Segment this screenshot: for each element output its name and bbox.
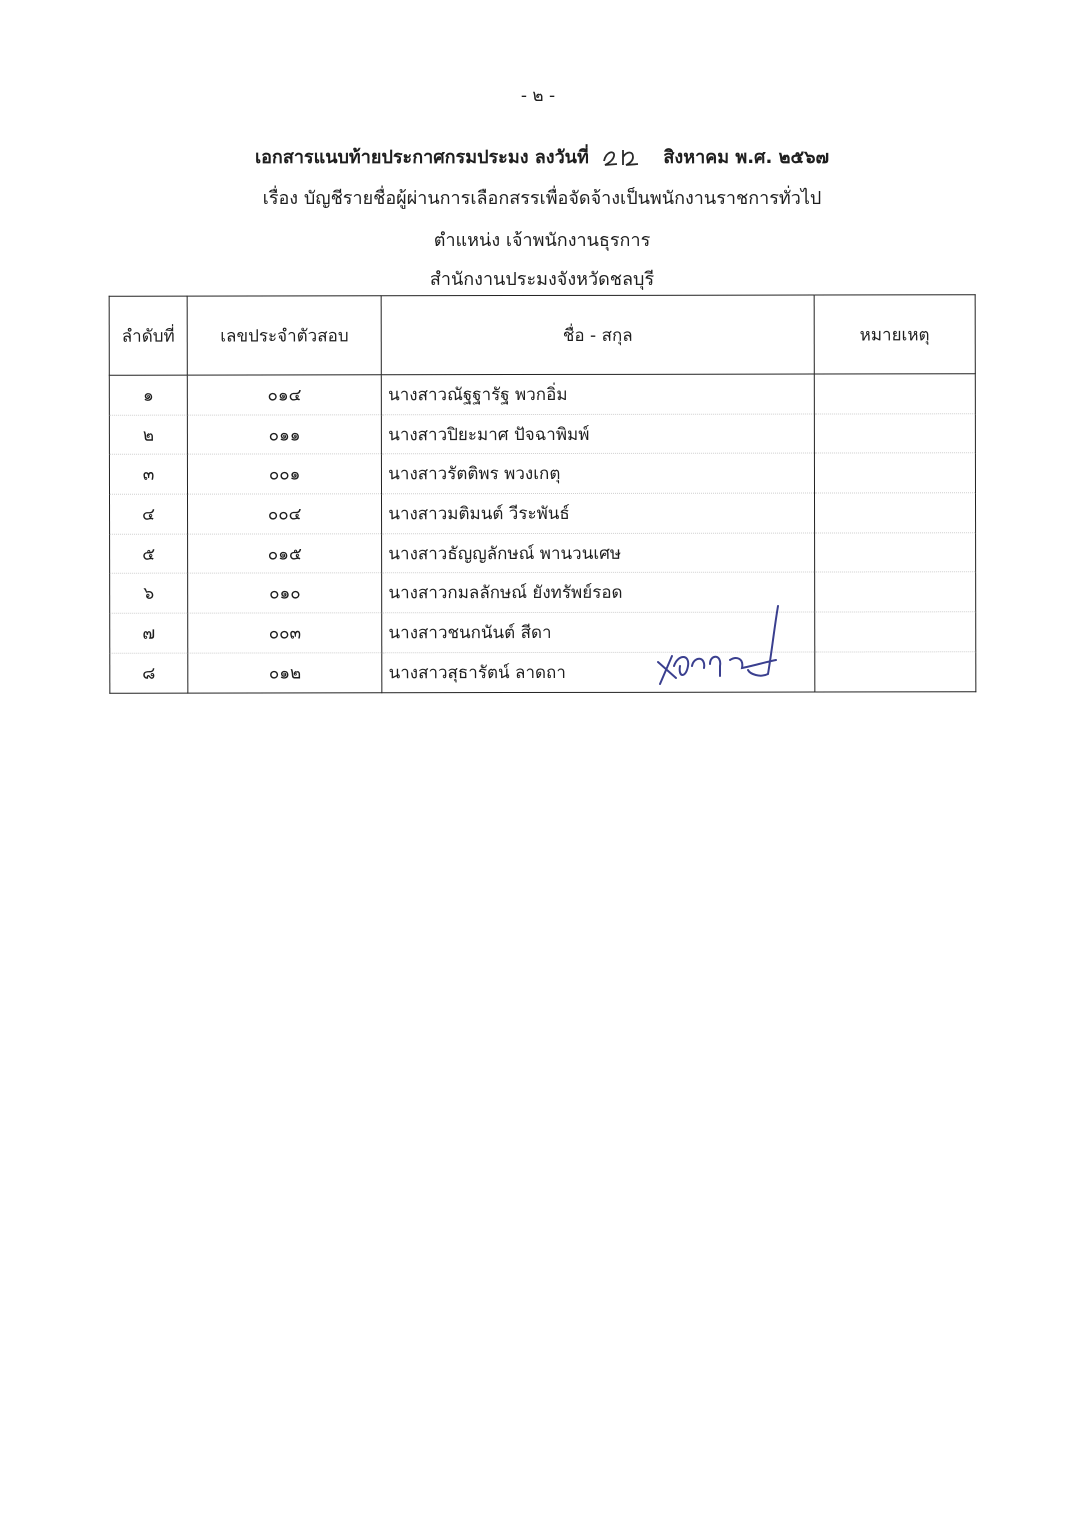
row-name: นางสาวกมลลักษณ์ ยังทรัพย์รอด bbox=[382, 572, 815, 612]
table-row bbox=[110, 652, 976, 693]
row-exam-id: ๐๑๕ bbox=[188, 534, 382, 574]
row-exam-id: ๐๑๑ bbox=[187, 414, 381, 454]
table-row bbox=[110, 532, 976, 573]
row-exam-id: ๐๑๐ bbox=[188, 573, 382, 613]
table-row bbox=[110, 612, 976, 653]
announcement-title bbox=[0, 142, 1076, 171]
row-exam-id: ๐๑๒ bbox=[188, 653, 382, 693]
row-seq: ๓ bbox=[109, 454, 187, 494]
row-note bbox=[815, 652, 976, 692]
row-exam-id: ๐๐๓ bbox=[188, 613, 382, 653]
row-name: นางสาวรัตติพร พวงเกตุ bbox=[382, 453, 815, 493]
handwritten-day-mark bbox=[601, 145, 647, 167]
candidate-table bbox=[109, 294, 977, 693]
row-name: นางสาวสุธารัตน์ ลาดถา bbox=[382, 652, 815, 692]
row-seq: ๒ bbox=[109, 415, 187, 455]
row-exam-id: ๐๐๑ bbox=[188, 454, 382, 494]
office-name: สำนักงานประมงจังหวัดชลบุรี bbox=[429, 269, 655, 290]
table-row bbox=[110, 493, 976, 534]
handwritten-signature bbox=[652, 600, 792, 690]
table-header-row bbox=[109, 295, 975, 376]
row-name: นางสาวณัฐฐารัฐ พวกอิ่ม bbox=[382, 374, 815, 414]
row-name: นางสาวธัญญลักษณ์ พานวนเศษ bbox=[382, 533, 815, 573]
table-row bbox=[109, 413, 975, 454]
row-note bbox=[814, 572, 975, 612]
row-note bbox=[814, 374, 975, 414]
row-note bbox=[814, 493, 975, 533]
column-header-name: ชื่อ - สกุล bbox=[381, 295, 814, 375]
table-row bbox=[110, 572, 976, 613]
row-note bbox=[814, 413, 975, 453]
row-name: นางสาวปิยะมาศ ปัจฉาพิมพ์ bbox=[382, 414, 815, 454]
announcement-title-suffix: สิงหาคม พ.ศ. ๒๕๖๗ bbox=[663, 147, 830, 168]
row-note bbox=[814, 612, 975, 652]
row-seq: ๑ bbox=[109, 375, 187, 415]
announcement-subject: เรื่อง บัญชีรายชื่อผู้ผ่านการเลือกสรรเพื่อจัดจ้างเป็นพนักงานราชการทั่วไป bbox=[262, 188, 822, 209]
column-header-note: หมายเหตุ bbox=[814, 295, 975, 374]
page-number: - ๒ - bbox=[520, 86, 556, 106]
row-note bbox=[814, 532, 975, 572]
table-row bbox=[109, 453, 975, 494]
row-seq: ๕ bbox=[110, 534, 188, 574]
announcement-title-prefix: เอกสารแนบท้ายประกาศกรมประมง ลงวันที่ bbox=[254, 147, 589, 168]
row-exam-id: ๐๐๔ bbox=[188, 494, 382, 534]
row-name: นางสาวชนกนันต์ สีดา bbox=[382, 612, 815, 652]
row-seq: ๗ bbox=[110, 613, 188, 653]
column-header-seq: ลำดับที่ bbox=[109, 296, 187, 375]
table-row bbox=[109, 374, 975, 415]
position-title: ตำแหน่ง เจ้าพนักงานธุรการ bbox=[433, 230, 651, 251]
row-note bbox=[814, 453, 975, 493]
row-seq: ๖ bbox=[110, 574, 188, 614]
row-exam-id: ๐๑๔ bbox=[187, 375, 381, 415]
row-seq: ๘ bbox=[110, 653, 188, 693]
column-header-exam-id: เลขประจำตัวสอบ bbox=[187, 296, 381, 375]
row-seq: ๔ bbox=[110, 494, 188, 534]
row-name: นางสาวมติมนต์ วีระพันธ์ bbox=[382, 493, 815, 533]
